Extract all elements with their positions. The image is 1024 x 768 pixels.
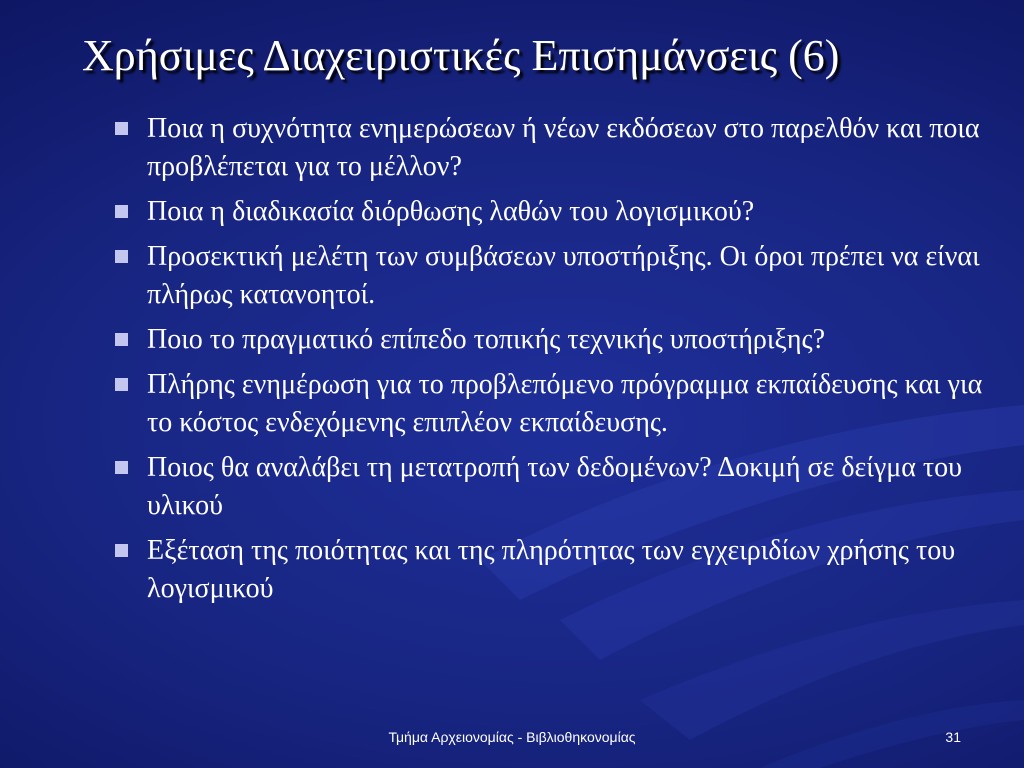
square-bullet-icon: [115, 122, 128, 135]
square-bullet-icon: [115, 250, 128, 263]
square-bullet-icon: [115, 205, 128, 218]
square-bullet-icon: [115, 333, 128, 346]
bullet-item: [110, 193, 990, 231]
bullet-item: [110, 366, 990, 442]
bullet-item: [110, 238, 990, 314]
slide-title: Χρήσιμες Διαχειριστικές Επισημάνσεις (6): [82, 31, 840, 80]
bullet-text: Πλήρης ενημέρωση για το προβλεπόμενο πρόγραμμα εκπαίδευσης και για το κόστος ενδεχόμενης επιπλέον εκπαίδευσης.: [147, 369, 983, 438]
bullet-text: Ποια η διαδικασία διόρθωσης λαθών του λογισμικού?: [147, 196, 755, 227]
bullet-list: [110, 110, 990, 615]
bullet-text: Ποιος θα αναλάβει τη μετατροπή των δεδομένων? Δοκιμή σε δείγμα του υλικού: [147, 452, 962, 521]
square-bullet-icon: [115, 378, 128, 391]
bullet-text: Προσεκτική μελέτη των συμβάσεων υποστήριξης. Οι όροι πρέπει να είναι πλήρως κατανοητοί.: [147, 241, 980, 310]
bullet-item: [110, 321, 990, 359]
square-bullet-icon: [115, 461, 128, 474]
bullet-text: Ποιο το πραγματικό επίπεδο τοπικής τεχνικής υποστήριξης?: [147, 324, 826, 355]
bullet-item: [110, 449, 990, 525]
bullet-text: Εξέταση της ποιότητας και της πληρότητας των εγχειριδίων χρήσης του λογισμικού: [147, 535, 956, 604]
bullet-text: Ποια η συχνότητα ενημερώσεων ή νέων εκδόσεων στο παρελθόν και ποια προβλέπεται για το μέλλον?: [147, 113, 980, 182]
footer-text: Τμήμα Αρχειονομίας - Βιβλιοθηκονομίας: [388, 729, 636, 745]
page-number: 31: [945, 729, 961, 745]
bullet-item: [110, 110, 990, 186]
bullet-item: [110, 532, 990, 608]
square-bullet-icon: [115, 544, 128, 557]
